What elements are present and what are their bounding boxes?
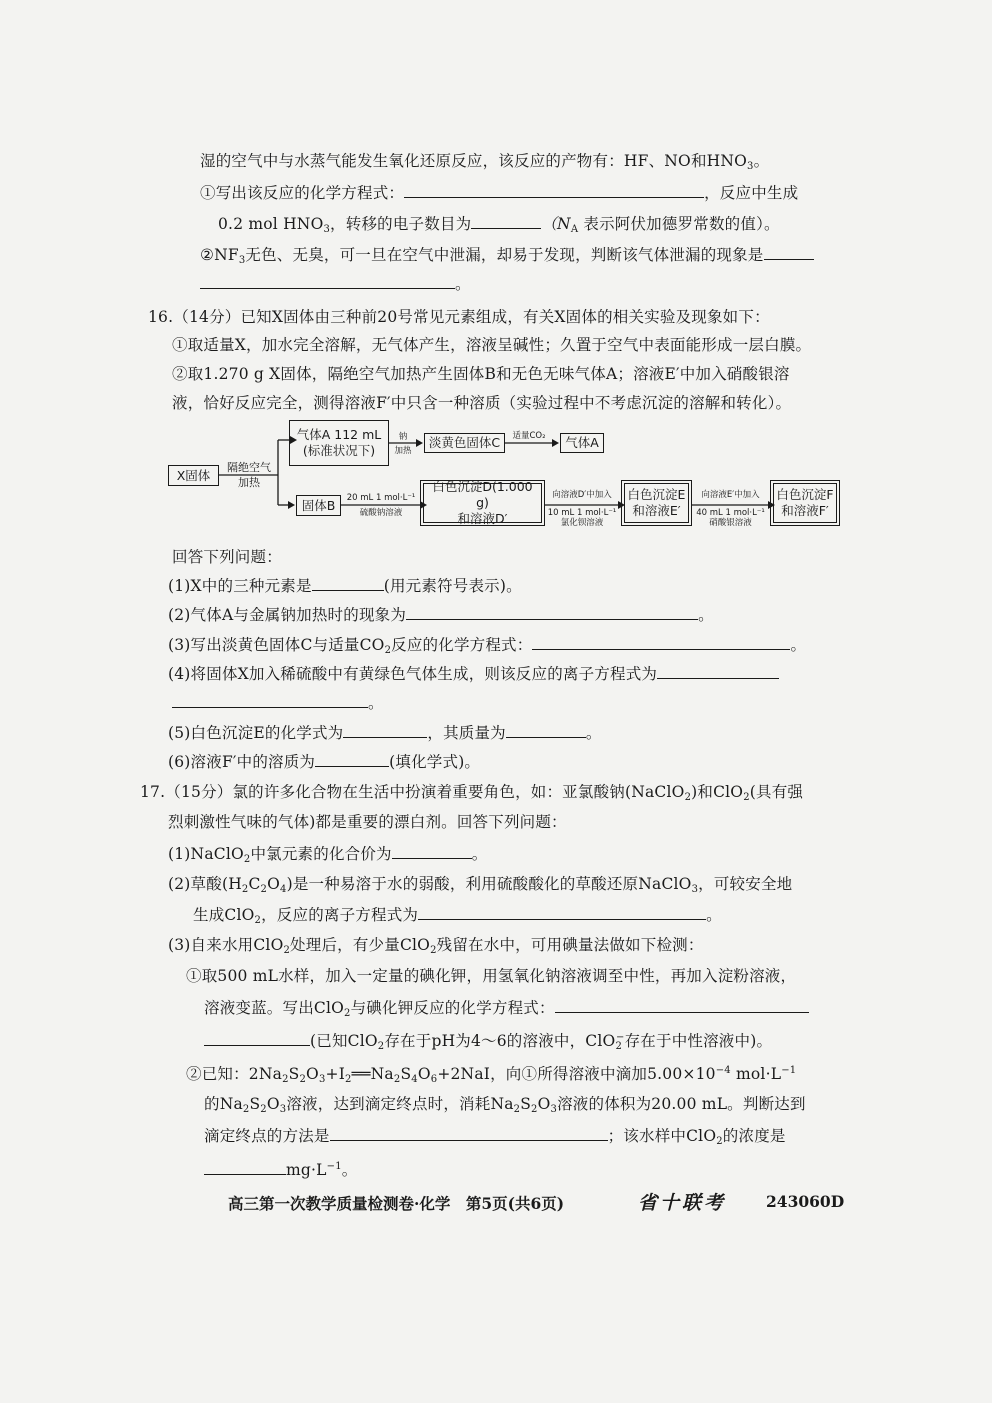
answer-blank[interactable] — [204, 1029, 310, 1046]
arrow-label: 适量CO₂ — [512, 431, 546, 441]
arrow-label: 10 mL 1 mol·L⁻¹ — [547, 508, 617, 518]
arrow-label: 氯化钡溶液 — [560, 518, 604, 528]
text-line: (3)自来水用ClO$_2$处理后，有少量ClO$_2$残留在水中，可用碘量法做如下检测： — [168, 936, 704, 956]
question-17-header: 17.（15分）氯的许多化合物在生活中扮演着重要角色，如：亚氯酸钠(NaClO$_2$)和ClO$_2$(具有强 — [140, 783, 804, 803]
text-line: ②已知：$2Na_2S_2O_3+I_2══Na_2S_4O_6+2NaI$，向①所得溶液中滴加$5.00\times 10^{-4}$ $mol\cdot L^{-1}$ — [186, 1065, 797, 1085]
answer-blank[interactable] — [418, 903, 706, 920]
answer-blank[interactable] — [172, 691, 368, 708]
text-line: ①取适量X，加水完全溶解，无气体产生，溶液呈碱性；久置于空气中表面能形成一层白膜。 — [172, 336, 812, 354]
footer-stamp: 省十联考 — [638, 1192, 727, 1214]
arrow-label: 隔绝空气 — [227, 461, 271, 474]
arrow-label: 向溶液E′中加入 — [701, 490, 760, 500]
footer-title: 高三第一次教学质量检测卷·化学 第5页(共6页) — [228, 1194, 565, 1213]
gas-a2-box: 气体A — [560, 433, 604, 453]
arrow-label: 钠 — [398, 432, 408, 442]
text-line: (2)草酸$(H_2C_2O_4)$是一种易溶于水的弱酸，利用硫酸酸化的草酸还原NaClO$_3$，可较安全地 — [168, 875, 793, 895]
text-line: 生成ClO$_2$，反应的离子方程式为 。 — [193, 903, 722, 932]
question-16-header: 16.（14分）已知X固体由三种前20号常见元素组成，有关X固体的相关实验及现象如下： — [148, 308, 770, 326]
ppt-e-box: 白色沉淀E 和溶液E′ — [621, 480, 692, 526]
arrow-label: 20 mL 1 mol·L⁻¹ — [346, 493, 416, 503]
text-line: ②取1.270 g X固体，隔绝空气加热产生固体B和无色无味气体A；溶液E′中加入硝酸银溶 — [172, 365, 790, 383]
text-line: 滴定终点的方法是 ；该水样中ClO$_2$的浓度是 — [204, 1124, 786, 1153]
arrow-label: 加热 — [394, 446, 412, 456]
arrow-label: 加热 — [238, 476, 260, 489]
text-line: ①取500 mL水样，加入一定量的碘化钾，用氢氧化钠溶液调至中性，再加入淀粉溶液， — [186, 967, 797, 985]
footer-code: 243060D — [766, 1192, 845, 1211]
gas-a-box: 气体A 112 mL (标准状况下) — [289, 420, 389, 466]
ppt-f-box: 白色沉淀F 和溶液F′ — [770, 480, 840, 526]
text-line: 回答下列问题： — [172, 548, 282, 566]
answer-blank[interactable] — [315, 750, 389, 767]
text-line: 溶液变蓝。写出ClO$_2$与碘化钾反应的化学方程式： — [204, 996, 809, 1025]
answer-blank[interactable] — [406, 603, 698, 620]
answer-blank[interactable] — [312, 574, 384, 591]
text-line: (已知ClO$_2$存在于pH为4～6的溶液中，ClO$_2$−存在于中性溶液中)。 — [204, 1027, 772, 1058]
text-line: (1)X中的三种元素是 (用元素符号表示)。 — [168, 574, 522, 597]
arrow-label: 40 mL 1 mol·L⁻¹ — [696, 508, 765, 518]
text-line: (1)NaClO$_2$中氯元素的化合价为 。 — [168, 842, 487, 871]
answer-blank[interactable] — [555, 996, 809, 1013]
arrow-label: 向溶液D′中加入 — [552, 490, 612, 500]
solid-b-box: 固体B — [296, 495, 341, 516]
ppt-d-box: 白色沉淀D(1.000 g) 和溶液D′ — [420, 480, 545, 526]
text-line: (3)写出淡黄色固体C与适量$CO_2$反应的化学方程式： 。 — [168, 633, 806, 662]
text-line: (2)气体A与金属钠加热时的现象为 。 — [168, 603, 714, 626]
text-line: 烈刺激性气味的气体)都是重要的漂白剂。回答下列问题： — [168, 813, 567, 831]
answer-blank[interactable] — [204, 1158, 286, 1175]
text-line: 的$Na_2S_2O_3$溶液，达到滴定终点时，消耗$Na_2S_2O_3$溶液的体积为20.00 mL。判断达到 — [204, 1095, 806, 1115]
answer-blank[interactable] — [657, 662, 779, 679]
text-line: (5)白色沉淀E的化学式为 ，其质量为 。 — [168, 721, 602, 744]
text-line: $②NF_3$无色、无臭，可一旦在空气中泄漏，却易于发现，判断该气体泄漏的现象是 — [200, 243, 814, 272]
text-line: (6)溶液F′中的溶质为 (填化学式)。 — [168, 750, 480, 773]
text-line: $mg\cdot L^{-1}$。 — [204, 1156, 358, 1181]
arrow-label: 硝酸银溶液 — [709, 518, 752, 528]
answer-blank[interactable] — [330, 1124, 608, 1141]
answer-blank[interactable] — [343, 721, 427, 738]
text-line: 。 — [200, 272, 471, 295]
text-line: 液，恰好反应完全，测得溶液F′中只含一种溶质（实验过程中不考虑沉淀的溶解和转化）。 — [172, 394, 792, 412]
text-line: 。 — [172, 691, 384, 714]
answer-blank[interactable] — [506, 721, 586, 738]
solid-c-box: 淡黄色固体C — [424, 433, 505, 453]
text-line: 湿的空气中与水蒸气能发生氧化还原反应，该反应的产物有：HF、NO和$HNO_3$。 — [200, 152, 770, 172]
x-solid-box: X固体 — [168, 465, 219, 486]
answer-blank[interactable] — [392, 842, 472, 859]
text-line: 0.2 mol $HNO_3$，转移的电子数目为 （$N_A$ 表示阿伏加德罗常数的值）。 — [218, 212, 780, 241]
text-line: ①写出该反应的化学方程式： ，反应中生成 — [200, 181, 798, 204]
answer-blank[interactable] — [532, 633, 790, 650]
text-line: (4)将固体X加入稀硫酸中有黄绿色气体生成，则该反应的离子方程式为 — [168, 662, 779, 685]
arrow-label: 硫酸钠溶液 — [359, 508, 403, 518]
